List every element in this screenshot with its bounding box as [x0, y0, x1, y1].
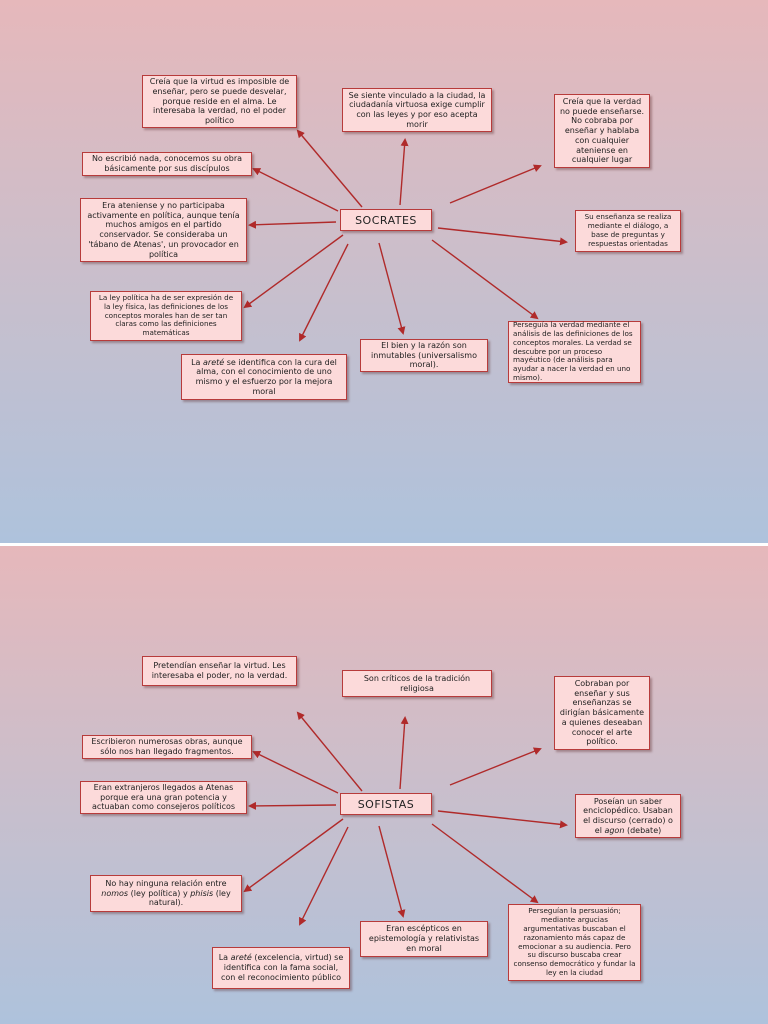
concept-node: Pretendían enseñar la virtud. Les interesaba el poder, no la verdad.: [142, 656, 297, 686]
concept-node: [575, 794, 681, 838]
node-text: Poseían un saber enciclopédico. Usaban el discurso (cerrado) o el agon (debate): [583, 796, 673, 835]
concept-node: [90, 875, 242, 912]
arrow-to-node-1: [298, 713, 362, 791]
node-text: La areté (excelencia, virtud) se identifica con la fama social, con el reconocimiento público: [218, 953, 344, 982]
concept-node: Creía que la virtud es imposible de enseñar, pero se puede desvelar, porque reside en el alma. Le interesaba la verdad, no el poder político: [142, 75, 297, 128]
arrow-to-node-8: [432, 824, 537, 902]
arrow-to-node-4: [254, 752, 338, 793]
concept-node: Perseguían la persuasión; mediante argucias argumentativas buscaban el razonamiento más capaz de emocionar a su audiencia. Pero su discurso buscaba crear consenso democrático y fundar la ley en la ciudad: [508, 904, 641, 981]
concept-node: [181, 354, 347, 400]
concept-node: Escribieron numerosas obras, aunque sólo nos han llegado fragmentos.: [82, 735, 252, 759]
central-concept: SOFISTAS: [340, 793, 432, 815]
arrow-to-node-5: [250, 805, 336, 806]
concept-node: La ley política ha de ser expresión de la ley física, las definiciones de los conceptos morales han de ser tan claras como las definiciones matemáticas: [90, 291, 242, 341]
arrow-to-node-10: [300, 244, 348, 340]
arrow-to-node-7: [245, 235, 343, 307]
arrow-to-node-6: [438, 811, 566, 825]
arrow-to-node-3: [450, 166, 540, 203]
arrow-to-node-4: [254, 169, 338, 211]
concept-node: [212, 947, 350, 989]
arrow-to-node-10: [300, 827, 348, 924]
concept-node: No escribió nada, conocemos su obra básicamente por sus discípulos: [82, 152, 252, 176]
arrow-to-node-3: [450, 749, 540, 785]
arrow-to-node-9: [379, 826, 403, 916]
concept-node: El bien y la razón son inmutables (universalismo moral).: [360, 339, 488, 372]
central-concept: SOCRATES: [340, 209, 432, 231]
arrow-to-node-6: [438, 228, 566, 242]
concept-node: Era ateniense y no participaba activamente en política, aunque tenía muchos amigos en el partido conservador. Se consideraba un 'tábano de Atenas', un provocador en política: [80, 198, 247, 262]
concept-node: Se siente vinculado a la ciudad, la ciudadanía virtuosa exige cumplir con las leyes y por eso acepta morir: [342, 88, 492, 132]
concept-node: Eran extranjeros llegados a Atenas porque era una gran potencia y actuaban como consejeros políticos: [80, 781, 247, 814]
concept-node: Creía que la verdad no puede enseñarse. No cobraba por enseñar y hablaba con cualquier ateniense en cualquier lugar: [554, 94, 650, 168]
concept-node: Perseguía la verdad mediante el análisis de las definiciones de los conceptos morales. La verdad se descubre por un proceso mayéutico (de análisis para ayudar a nacer la verdad en uno mismo).: [508, 321, 641, 383]
concept-node: Son críticos de la tradición religiosa: [342, 670, 492, 697]
concept-node: Cobraban por enseñar y sus enseñanzas se dirigían básicamente a quienes deseaban conocer el arte político.: [554, 676, 650, 750]
arrow-to-node-8: [432, 240, 537, 318]
concept-node: Su enseñanza se realiza mediante el diálogo, a base de preguntas y respuestas orientadas: [575, 210, 681, 252]
sofistas-diagram: [0, 546, 768, 1024]
arrow-to-node-7: [245, 819, 343, 891]
concept-node: Eran escépticos en epistemología y relativistas en moral: [360, 921, 488, 957]
arrow-to-node-2: [400, 140, 405, 205]
node-text: La areté se identifica con la cura del alma, con el conocimiento de uno mismo y el esfuerzo por la mejora moral: [191, 357, 337, 396]
arrow-to-node-5: [250, 222, 336, 225]
arrow-to-node-9: [379, 243, 403, 333]
node-text: No hay ninguna relación entre nomos (ley política) y phisis (ley natural).: [101, 878, 231, 908]
arrow-to-node-2: [400, 718, 405, 789]
